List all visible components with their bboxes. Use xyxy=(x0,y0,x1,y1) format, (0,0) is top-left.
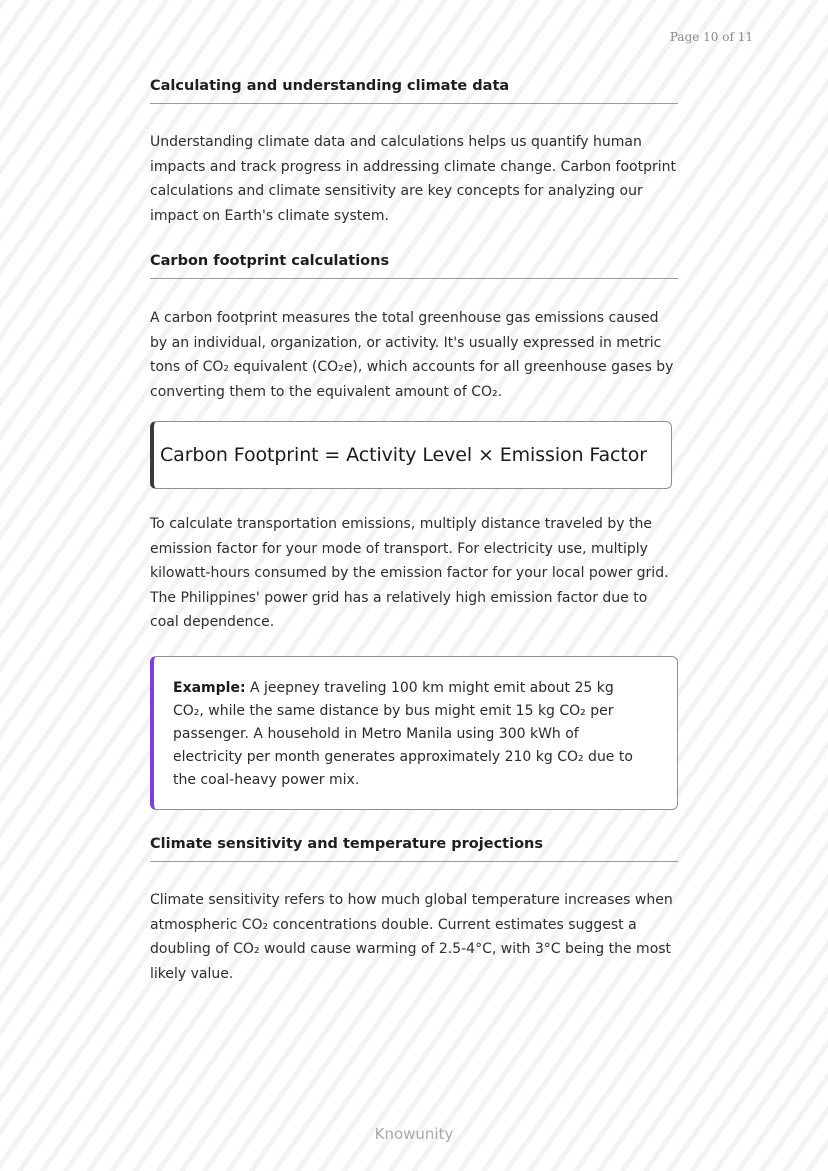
example-label: Example: xyxy=(173,680,246,696)
sensitivity-paragraph: Climate sensitivity refers to how much global temperature increases when atmospheric CO₂ concentrations double. Current estimates suggest a doubling of CO₂ would cause warming of 2.5-4°C, with 3°C being the most likely value. xyxy=(150,892,673,982)
section-heading-sensitivity: Climate sensitivity and temperature projections xyxy=(150,836,678,862)
carbon-paragraph-2: To calculate transportation emissions, multiply distance traveled by the emission factor for your mode of transport. For electricity use, multiply kilowatt-hours consumed by the emission factor for your local power grid. The Philippines' power grid has a relatively high emission factor due to coal dependence. xyxy=(150,516,669,630)
formula-box xyxy=(150,421,672,489)
section-heading-carbon: Carbon footprint calculations xyxy=(150,253,678,279)
intro-paragraph: Understanding climate data and calculations helps us quantify human impacts and track progress in addressing climate change. Carbon footprint calculations and climate sensitivity are key concepts for analyzing our impact on Earth's climate system. xyxy=(150,134,676,224)
footer-brand: Knowunity xyxy=(374,1125,454,1143)
example-text: A jeepney traveling 100 km might emit about 25 kg CO₂, while the same distance by bus might emit 15 kg CO₂ per passenger. A household in Metro Manila using 300 kWh of electricity per month generates approximately 210 kg CO₂ due to the coal-heavy power mix. xyxy=(173,680,633,788)
example-callout xyxy=(150,656,678,810)
page-number: Page 10 of 11 xyxy=(669,30,753,44)
carbon-footprint-formula: Carbon Footprint = Activity Level × Emission Factor xyxy=(160,444,647,466)
carbon-paragraph: A carbon footprint measures the total greenhouse gas emissions caused by an individual, organization, or activity. It's usually expressed in metric tons of CO₂ equivalent (CO₂e), which accounts for all greenhouse gases by converting them to the equivalent amount of CO₂. xyxy=(150,310,674,400)
section-heading-intro: Calculating and understanding climate data xyxy=(150,78,678,104)
